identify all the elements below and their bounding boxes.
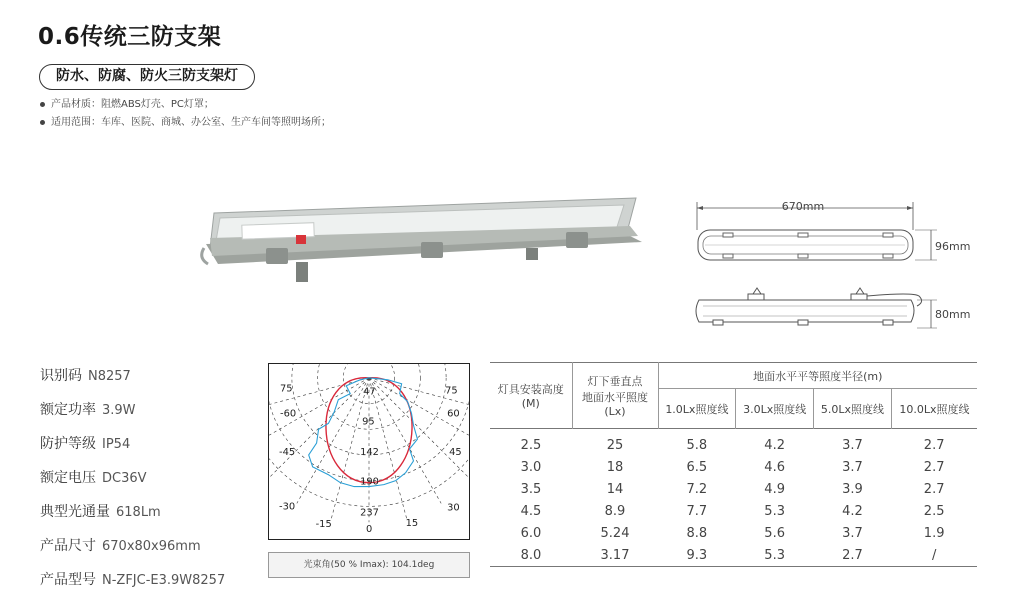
feature-text: 产品材质：阻燃ABS灯壳、PC灯罩； [51, 99, 214, 110]
side-view-drawing [693, 284, 983, 334]
spec-label: 额定功率 [40, 402, 96, 418]
table-cell: 25 [606, 438, 624, 454]
height-dimension: 80mm [935, 308, 971, 321]
feature-text: 适用范围：车库、医院、商城、办公室、生产车间等照明场所； [51, 117, 331, 128]
table-cell: 3.7 [842, 526, 863, 541]
table-cell: 5.6 [764, 526, 785, 541]
spec-value: N-ZFJC-E3.9W8257 [102, 573, 226, 588]
table-cell: 2.7 [923, 482, 945, 497]
angle-label: 45 [449, 446, 462, 458]
table-cell: 4.6 [764, 460, 785, 475]
radius-group-header: 地面水平平等照度半径(m) [658, 363, 977, 389]
illuminance-table [490, 362, 977, 567]
table-cell: 3.5 [520, 482, 542, 497]
table-cell: 5.3 [764, 504, 785, 519]
table-cell: 6.0 [520, 526, 542, 541]
table-cell: 4.2 [764, 438, 785, 454]
table-cell: 3.17 [600, 547, 630, 563]
sub-header: 3.0Lx照度线 [736, 389, 814, 429]
table-cell: 4.2 [842, 504, 863, 519]
beam-angle-caption: 光束角(50 % Imax): 104.1deg [268, 552, 470, 578]
table-cell: 2.5 [520, 438, 542, 454]
radial-label: 95 [362, 416, 375, 428]
table-row [490, 545, 977, 567]
length-dimension: 670mm [781, 200, 825, 213]
sub-header: 5.0Lx照度线 [814, 389, 892, 429]
sub-header: 1.0Lx照度线 [658, 389, 736, 429]
angle-label: 75 [280, 383, 293, 395]
spec-label: 典型光通量 [40, 504, 110, 520]
table-cell: 9.3 [686, 547, 708, 563]
spec-label: 产品型号 [40, 572, 96, 588]
sub-header: 10.0Lx照度线 [891, 389, 977, 429]
table-cell: 3.7 [842, 438, 863, 454]
spec-label: 额定电压 [40, 470, 96, 486]
angle-label: -15 [315, 519, 332, 531]
angle-label: -30 [279, 501, 296, 513]
table-cell: 3.9 [842, 482, 863, 497]
table-cell: 5.8 [686, 438, 708, 454]
spec-row-size [40, 535, 225, 569]
table-row [490, 523, 977, 545]
feature-item [40, 114, 331, 132]
spec-list [40, 365, 225, 603]
table-cell: 2.7 [923, 438, 945, 454]
page-title: 0.6传统三防支架 [38, 24, 222, 50]
product-photo [196, 178, 651, 288]
table-row [490, 501, 977, 523]
table-cell: 1.9 [923, 526, 945, 541]
table-cell: 3.0 [520, 460, 542, 475]
angle-label: 30 [447, 502, 460, 514]
spec-row-power [40, 399, 225, 433]
radial-label: 190 [360, 476, 379, 488]
angle-label: -45 [279, 446, 296, 458]
table-cell: 2.5 [923, 504, 945, 519]
feature-list [40, 96, 331, 132]
radial-label: 47 [363, 386, 376, 398]
angle-label: 15 [405, 518, 419, 530]
polar-intensity-diagram [268, 363, 470, 540]
bullet-dot-icon [40, 102, 45, 107]
table-cell: / [931, 547, 937, 563]
angle-label: 60 [447, 408, 460, 420]
table-cell: 4.9 [764, 482, 785, 497]
table-row [490, 479, 977, 501]
spec-value: IP54 [102, 437, 131, 452]
angle-label: -60 [280, 408, 297, 420]
table-cell: 5.3 [764, 547, 785, 563]
spec-value: DC36V [102, 471, 147, 486]
angle-label: 0 [366, 524, 373, 536]
table-row [490, 429, 977, 457]
table-row [490, 457, 977, 479]
spec-label: 防护等级 [40, 436, 96, 452]
table-cell: 14 [606, 482, 624, 497]
table-cell: 2.7 [842, 547, 863, 563]
bullet-dot-icon [40, 120, 45, 125]
table-cell: 7.7 [686, 504, 708, 519]
spec-value: 670x80x96mm [102, 539, 201, 554]
table-cell: 18 [606, 460, 624, 475]
table-cell: 4.5 [520, 504, 542, 519]
spec-row-id [40, 365, 225, 399]
col-center-lux-header: 灯下垂直点 地面水平照度 (Lx) [572, 363, 658, 429]
spec-value: N8257 [88, 369, 131, 384]
table-cell: 5.24 [600, 526, 630, 541]
table-cell: 2.7 [923, 460, 945, 475]
col-height-header: 灯具安装高度 (M) [497, 383, 564, 410]
spec-row-voltage [40, 467, 225, 501]
spec-value: 618Lm [116, 505, 161, 520]
spec-row-ip [40, 433, 225, 467]
subtitle-pill: 防水、防腐、防火三防支架灯 [39, 64, 255, 90]
feature-item [40, 96, 331, 114]
radial-label: 237 [360, 507, 379, 519]
top-view-drawing [693, 196, 983, 276]
angle-label: 75 [445, 385, 458, 397]
table-cell: 7.2 [686, 482, 708, 497]
spec-label: 识别码 [40, 368, 82, 384]
table-cell: 8.8 [686, 526, 708, 541]
table-cell: 8.0 [520, 547, 542, 563]
spec-value: 3.9W [102, 403, 136, 418]
spec-row-model [40, 569, 225, 603]
table-cell: 8.9 [604, 504, 626, 519]
table-cell: 6.5 [686, 460, 708, 475]
radial-label: 142 [360, 446, 379, 458]
spec-label: 产品尺寸 [40, 538, 96, 554]
spec-row-flux [40, 501, 225, 535]
table-cell: 3.7 [842, 460, 863, 475]
width-dimension: 96mm [935, 240, 971, 253]
